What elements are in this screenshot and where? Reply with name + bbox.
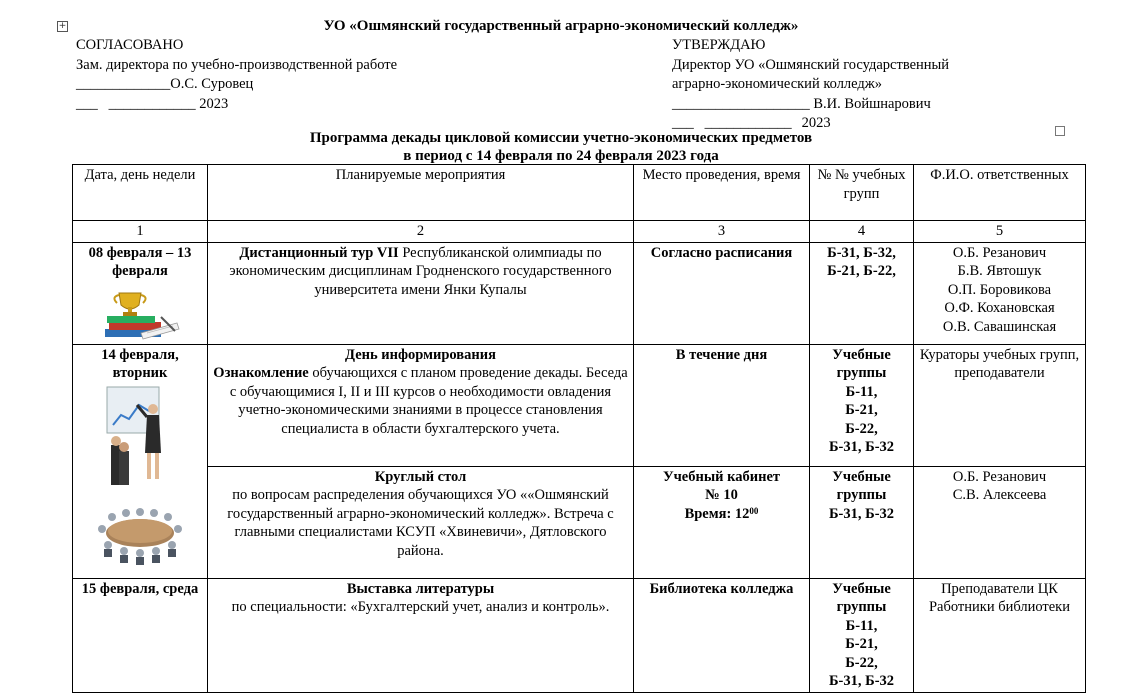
place-cell: В течение дня — [634, 344, 810, 466]
event-description: по специальности: «Бухгалтерский учет, анализ и контроль». — [231, 599, 610, 615]
group-code: Б-21, — [845, 402, 878, 418]
column-number: 2 — [208, 221, 634, 243]
college-title: УО «Ошмянский государственный аграрно-экономический колледж» — [323, 18, 799, 34]
table-row — [73, 242, 1086, 344]
group-code: Б-21, — [845, 636, 878, 652]
approval-heading: УТВЕРЖДАЮ — [672, 37, 766, 53]
groups-cell — [810, 578, 914, 692]
column-number-row — [73, 221, 1086, 243]
column-number: 5 — [914, 221, 1086, 243]
approval-position: Директор УО «Ошмянский государственный — [672, 56, 950, 73]
responsible-person: Преподаватели ЦК — [941, 580, 1058, 597]
event-description: обучающихся с планом проведение декады. Беседа с обучающимися I, II и III курсов о необходимости овладения учетно-экономическими знаниями в процессе становления специалиста в области бухгалтерского учета. — [229, 365, 628, 437]
event-title: Выставка литературы — [346, 580, 495, 597]
column-header: Место проведения, время — [634, 165, 810, 221]
approval-signature: ___________________ В.И. Войшнарович — [672, 95, 931, 112]
place-room: Учебный кабинет — [662, 468, 781, 485]
group-code: Б-22, — [845, 654, 878, 671]
round-table-icon — [90, 495, 190, 567]
group-code: Б-31, Б-32 — [828, 439, 895, 455]
event-cell — [208, 344, 634, 466]
responsible-person: Работники библиотеки — [928, 599, 1070, 615]
column-header: Ф.И.О. ответственных — [914, 165, 1086, 221]
group-label: Учебные группы — [832, 468, 891, 503]
program-period: в период с 14 февраля по 24 февраля 2023 года — [403, 148, 719, 164]
approval-approved-block — [672, 36, 949, 134]
presentation-icon — [105, 385, 175, 489]
column-header: № № учебных групп — [810, 165, 914, 221]
event-cell — [208, 242, 634, 344]
responsible-person: О.Б. Резанович — [952, 468, 1047, 485]
table-header-row — [73, 165, 1086, 221]
group-label: Учебные группы — [832, 580, 891, 615]
responsible-person: О.П. Боровикова — [947, 281, 1052, 298]
column-number: 1 — [73, 221, 208, 243]
approval-position: аграрно-экономический колледж» — [672, 76, 883, 92]
responsible-cell — [914, 578, 1086, 692]
date-cell — [73, 242, 208, 344]
groups-cell — [810, 466, 914, 578]
responsible-cell: Кураторы учебных групп, преподаватели — [914, 344, 1086, 466]
event-title: Дистанционный тур VII — [239, 244, 399, 261]
responsible-person: С.В. Алексеева — [952, 487, 1047, 503]
responsible-cell — [914, 242, 1086, 344]
group-code: Б-31, Б-32 — [828, 505, 895, 522]
date-cell: 15 февраля, среда — [73, 578, 208, 692]
program-table — [72, 164, 1086, 693]
responsible-person: О.Ф. Кохановская — [944, 300, 1055, 316]
column-number: 3 — [634, 221, 810, 243]
trophy-books-icon — [97, 285, 183, 343]
event-title: День информирования — [345, 346, 496, 363]
event-title: Круглый стол — [374, 468, 467, 485]
date-text: 14 февраля, вторник — [101, 346, 179, 381]
column-header: Дата, день недели — [73, 165, 208, 221]
event-description: Республиканской олимпиады по экономическим дисциплинам Гродненского государственного университета имени Янки Купалы — [229, 244, 612, 298]
responsible-person: О.В. Савашинская — [942, 318, 1057, 335]
place-cell — [634, 466, 810, 578]
responsible-person: Б.В. Явтошук — [957, 263, 1042, 279]
group-code: Б-31, Б-32 — [828, 673, 895, 689]
column-header: Планируемые мероприятия — [208, 165, 634, 221]
column-number: 4 — [810, 221, 914, 243]
responsible-person: О.Б. Резанович — [952, 244, 1047, 261]
approval-date: ___ ____________ 2023 — [76, 95, 229, 112]
responsible-cell — [914, 466, 1086, 578]
group-code: Б-22, — [845, 420, 878, 437]
table-move-handle-icon[interactable]: + — [58, 21, 67, 31]
approval-agreed-block — [76, 36, 397, 114]
approval-signature: _____________О.С. Суровец — [76, 76, 254, 92]
event-description: по вопросам распределения обучающихся УО ««Ошмянский государственный аграрно-экономический колледж». Встреча с главными специалистами КСУП «Хвиневичи», Дятловского района. — [227, 487, 614, 559]
event-cell — [208, 578, 634, 692]
place-cell: Библиотека колледжа — [634, 578, 810, 692]
place-cell: Согласно расписания — [634, 242, 810, 344]
table-row — [73, 344, 1086, 466]
event-cell — [208, 466, 634, 578]
place-time: Время: $12^{00}$ — [684, 505, 759, 522]
approval-position: Зам. директора по учебно-производственной работе — [76, 56, 398, 73]
table-row — [73, 578, 1086, 692]
place-room-number: № 10 — [705, 487, 738, 503]
group-label: Учебные группы — [832, 346, 891, 381]
approval-heading: СОГЛАСОВАНО — [76, 37, 184, 53]
groups-cell: Б-31, Б-32, Б-21, Б-22, — [810, 242, 914, 344]
group-code: Б-11, — [845, 617, 878, 634]
approval-date: ___ ____________ 2023 — [672, 115, 831, 131]
groups-cell — [810, 344, 914, 466]
table-row — [73, 466, 1086, 578]
program-title: Программа декады цикловой комиссии учетно-экономических предметов — [309, 130, 813, 146]
date-text: 08 февраля – 13 февраля — [88, 244, 192, 279]
event-keyword: Ознакомление — [213, 365, 309, 381]
group-code: Б-11, — [845, 383, 878, 400]
date-cell — [73, 344, 208, 578]
